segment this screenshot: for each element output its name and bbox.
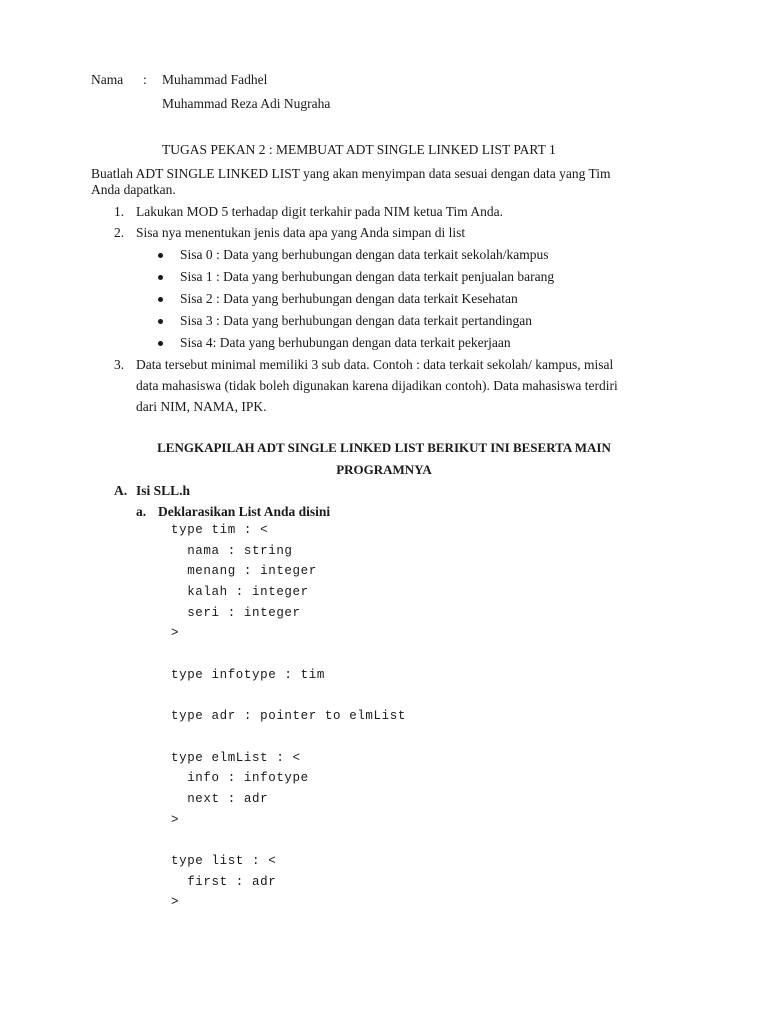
code-line: first : adr (171, 874, 277, 889)
step-3-number: 3. (114, 357, 125, 372)
nama-colon: : (143, 72, 147, 87)
step-1-text: Lakukan MOD 5 terhadap digit terkahir pada NIM ketua Tim Anda. (136, 204, 504, 219)
bullet-item-sisa-0: Sisa 0 : Data yang berhubungan dengan data terkait sekolah/kampus (180, 247, 549, 262)
code-line: > (171, 812, 180, 827)
bullet-icon (158, 319, 163, 324)
code-line: menang : integer (171, 564, 317, 579)
code-line: type adr : pointer to elmList (171, 709, 406, 724)
bullet-item-sisa-3: Sisa 3 : Data yang berhubungan dengan data terkait pertandingan (180, 313, 533, 328)
code-block (171, 522, 406, 915)
bullet-icon (158, 341, 163, 346)
member-name-1: Muhammad Fadhel (162, 72, 268, 87)
step-3-line-1: Data tersebut minimal memiliki 3 sub data. Contoh : data terkait sekolah/ kampus, misal (136, 357, 614, 372)
subsection-a-label: A. (114, 483, 128, 498)
code-line (171, 832, 406, 853)
step-3-line-3: dari NIM, NAMA, IPK. (136, 399, 267, 414)
bullet-icon (158, 275, 163, 280)
bullet-item-sisa-2: Sisa 2 : Data yang berhubungan dengan data terkait Kesehatan (180, 291, 518, 306)
bullet-icon (158, 297, 163, 302)
code-line (171, 688, 406, 709)
code-line: next : adr (171, 791, 269, 806)
code-line: > (171, 626, 180, 641)
nama-label: Nama (91, 72, 124, 87)
section-heading-line-2: PROGRAMNYA (336, 462, 432, 477)
bullet-item-sisa-1: Sisa 1 : Data yang berhubungan dengan data terkait penjualan barang (180, 269, 555, 284)
intro-line-2: Anda dapatkan. (91, 182, 176, 197)
section-heading-line-1: LENGKAPILAH ADT SINGLE LINKED LIST BERIKUT INI BESERTA MAIN (157, 440, 611, 455)
subsection-a-a-label: a. (136, 504, 147, 519)
code-line: type elmList : < (171, 750, 301, 765)
code-line: type tim : < (171, 523, 269, 537)
code-line: kalah : integer (171, 585, 309, 600)
code-line: > (171, 895, 180, 910)
step-3-line-2: data mahasiswa (tidak boleh digunakan karena dijadikan contoh). Data mahasiswa terdiri (136, 378, 618, 393)
code-line: nama : string (171, 543, 293, 558)
code-line: seri : integer (171, 605, 301, 620)
step-2-number: 2. (114, 225, 125, 240)
bullet-item-sisa-4: Sisa 4: Data yang berhubungan dengan data terkait pekerjaan (180, 335, 511, 350)
member-name-2: Muhammad Reza Adi Nugraha (162, 96, 331, 111)
subsection-a-a-title: Deklarasikan List Anda disini (158, 504, 331, 519)
assignment-title: TUGAS PEKAN 2 : MEMBUAT ADT SINGLE LINKED LIST PART 1 (162, 142, 556, 157)
code-line: type infotype : tim (171, 667, 325, 682)
bullet-icon (158, 253, 163, 258)
subsection-a-title: Isi SLL.h (136, 483, 191, 498)
code-line (171, 646, 406, 667)
code-line (171, 729, 406, 750)
intro-line-1: Buatlah ADT SINGLE LINKED LIST yang akan menyimpan data sesuai dengan data yang Tim (91, 166, 611, 181)
step-1-number: 1. (114, 204, 125, 219)
code-line: type list : < (171, 854, 277, 868)
code-line: info : infotype (171, 771, 309, 786)
step-2-text: Sisa nya menentukan jenis data apa yang Anda simpan di list (136, 225, 466, 240)
